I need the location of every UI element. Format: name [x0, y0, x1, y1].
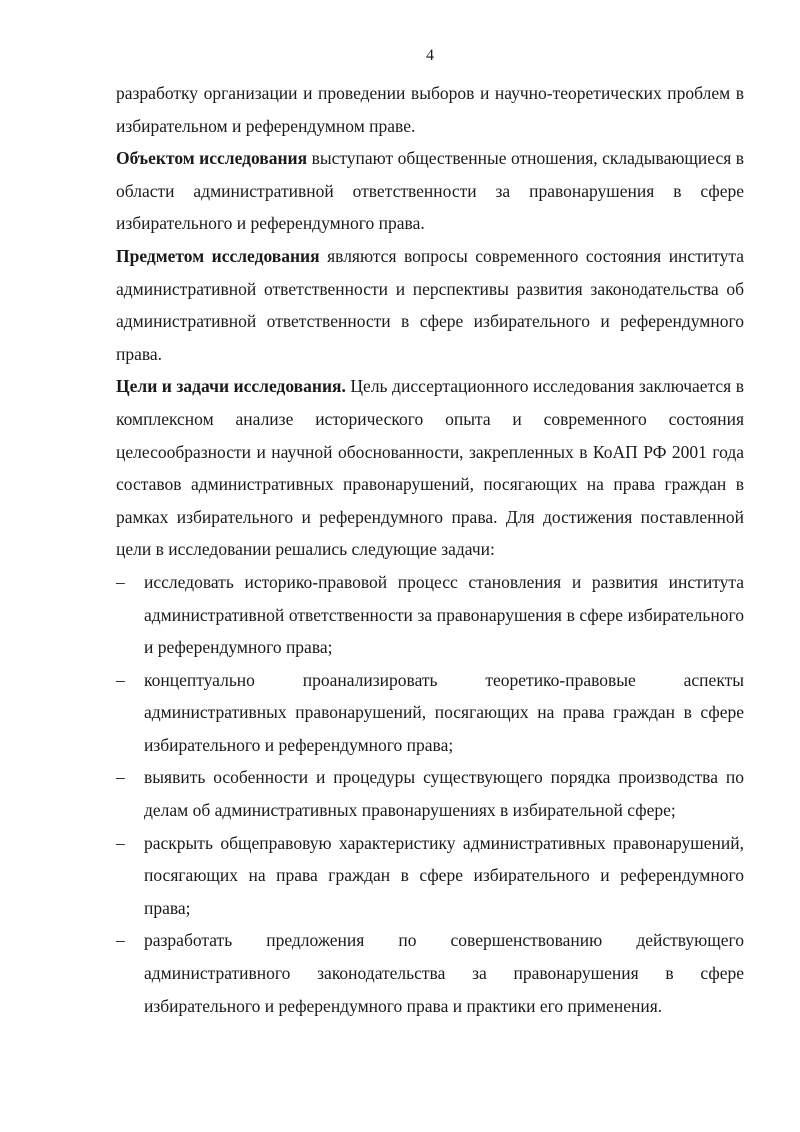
object-text: выступают общественные отношения, складывающиеся в области административной ответственности за правонарушения в сфере избирательного и референдумного права.	[116, 148, 744, 234]
dash-marker: –	[116, 669, 125, 690]
paragraph-goals	[116, 370, 744, 566]
dash-marker: –	[116, 571, 125, 592]
task-text: раскрыть общеправовую характеристику административных правонарушений, посягающих на права граждан в сфере избирательного и референдумного права;	[144, 832, 744, 918]
list-item	[116, 664, 744, 762]
dash-marker: –	[116, 767, 125, 788]
paragraph-continuation: разработку организации и проведении выборов и научно-теоретических проблем в избирательном и референдумном праве.	[116, 83, 744, 136]
dash-marker: –	[116, 930, 125, 951]
object-heading: Объектом исследования	[116, 148, 308, 169]
goals-text: Цель диссертационного исследования заключается в комплексном анализе исторического опыта и современного состояния целесообразности и научной обоснованности, закрепленных в КоАП РФ 2001 года составов административных правонарушений, посягающих на права граждан в рамках избирательного и референдумного права. Для достижения поставленной цели в исследовании решались следующие задачи:	[116, 376, 744, 560]
paragraph-subject	[116, 240, 744, 370]
list-item	[116, 761, 744, 826]
page-number: 4	[426, 47, 434, 64]
list-item	[116, 566, 744, 664]
task-text: разработать предложения по совершенствованию действующего административного законодательства за правонарушения в сфере избирательного и референдумного права и практики его применения.	[144, 930, 744, 1016]
task-text: выявить особенности и процедуры существующего порядка производства по делам об административных правонарушениях в избирательной сфере;	[144, 767, 744, 821]
tasks-list	[116, 566, 744, 1022]
subject-heading: Предметом исследования	[116, 245, 320, 266]
subject-text: являются вопросы современного состояния института административной ответственности и перспективы развития законодательства об административной ответственности в сфере избирательного и референдумного права.	[116, 245, 745, 364]
paragraph-object	[116, 142, 744, 240]
body-text	[116, 77, 744, 1022]
goals-heading: Цели и задачи исследования.	[116, 376, 346, 397]
task-text: концептуально проанализировать теоретико-правовые аспекты административных правонарушений, посягающих на права граждан в сфере избирательного и референдумного права;	[144, 669, 744, 755]
list-item	[116, 827, 744, 925]
list-item	[116, 924, 744, 1022]
dash-marker: –	[116, 832, 125, 853]
task-text: исследовать историко-правовой процесс становления и развития института административной ответственности за правонарушения в сфере избирательного и референдумного права;	[144, 571, 744, 658]
